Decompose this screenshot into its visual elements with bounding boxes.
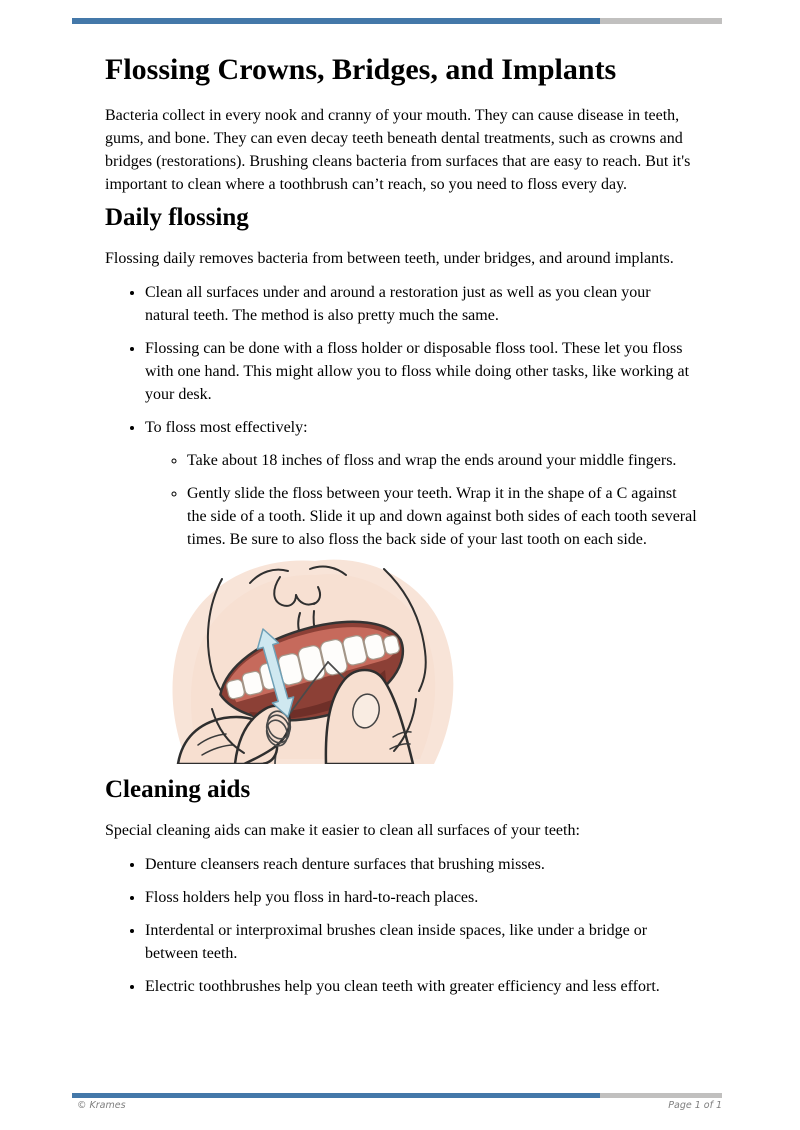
- list-item: • Denture cleansers reach denture surfaces that brushing misses.: [145, 853, 697, 876]
- list-item-text: To floss most effectively:: [145, 419, 308, 436]
- section-heading-cleaning-aids: Cleaning aids: [105, 776, 251, 803]
- footer: [72, 1100, 722, 1111]
- list-item: • Flossing can be done with a floss holder or disposable floss tool. These let you floss with one hand. This might allow you to floss while doing other tasks, like working at your desk.: [145, 337, 697, 406]
- section-heading-daily-flossing: Daily flossing: [105, 204, 249, 231]
- list-item: [145, 416, 697, 551]
- intro-paragraph: Bacteria collect in every nook and cranny of your mouth. They can cause disease in teeth, gums, and bone. They can even decay teeth beneath dental treatments, such as crowns and bridges (restorations). Brushing cleans bacteria from surfaces that are easy to reach. But it's important to clean where a toothbrush can’t reach, so you need to floss every day.: [105, 107, 691, 193]
- document-body: [105, 0, 697, 998]
- sub-list-item: ◦ Gently slide the floss between your teeth. Wrap it in the shape of a C against the side of a tooth. Slide it up and down against both sides of each tooth several times. Be sure to also floss the back side of your last tooth on each side.: [187, 482, 697, 551]
- daily-bullet-list: [105, 281, 697, 551]
- flossing-illustration: [160, 559, 470, 764]
- footer-page-number: Page 1 of 1: [668, 1100, 722, 1111]
- cleaning-bullet-list: [105, 853, 697, 998]
- list-item: • Floss holders help you floss in hard-to-reach places.: [145, 886, 697, 909]
- page-title: Flossing Crowns, Bridges, and Implants: [105, 53, 617, 86]
- cleaning-lead-paragraph: Special cleaning aids can make it easier to clean all surfaces of your teeth:: [105, 822, 580, 839]
- footer-accent-bar-blue: [72, 1093, 600, 1098]
- footer-copyright: © Krames: [77, 1100, 126, 1111]
- list-item: • Electric toothbrushes help you clean teeth with greater efficiency and less effort.: [145, 975, 697, 998]
- daily-lead-paragraph: Flossing daily removes bacteria from between teeth, under bridges, and around implants.: [105, 250, 674, 267]
- flossing-illustration-svg: [160, 559, 470, 764]
- footer-accent-bar: [72, 1093, 722, 1098]
- footer-accent-bar-gray: [600, 1093, 722, 1098]
- list-item: • Clean all surfaces under and around a restoration just as well as you clean your natural teeth. The method is also pretty much the same.: [145, 281, 697, 327]
- flossing-steps-sublist: [145, 449, 697, 551]
- list-item: • Interdental or interproximal brushes clean inside spaces, like under a bridge or between teeth.: [145, 919, 697, 965]
- sub-list-item: ◦ Take about 18 inches of floss and wrap the ends around your middle fingers.: [187, 449, 697, 472]
